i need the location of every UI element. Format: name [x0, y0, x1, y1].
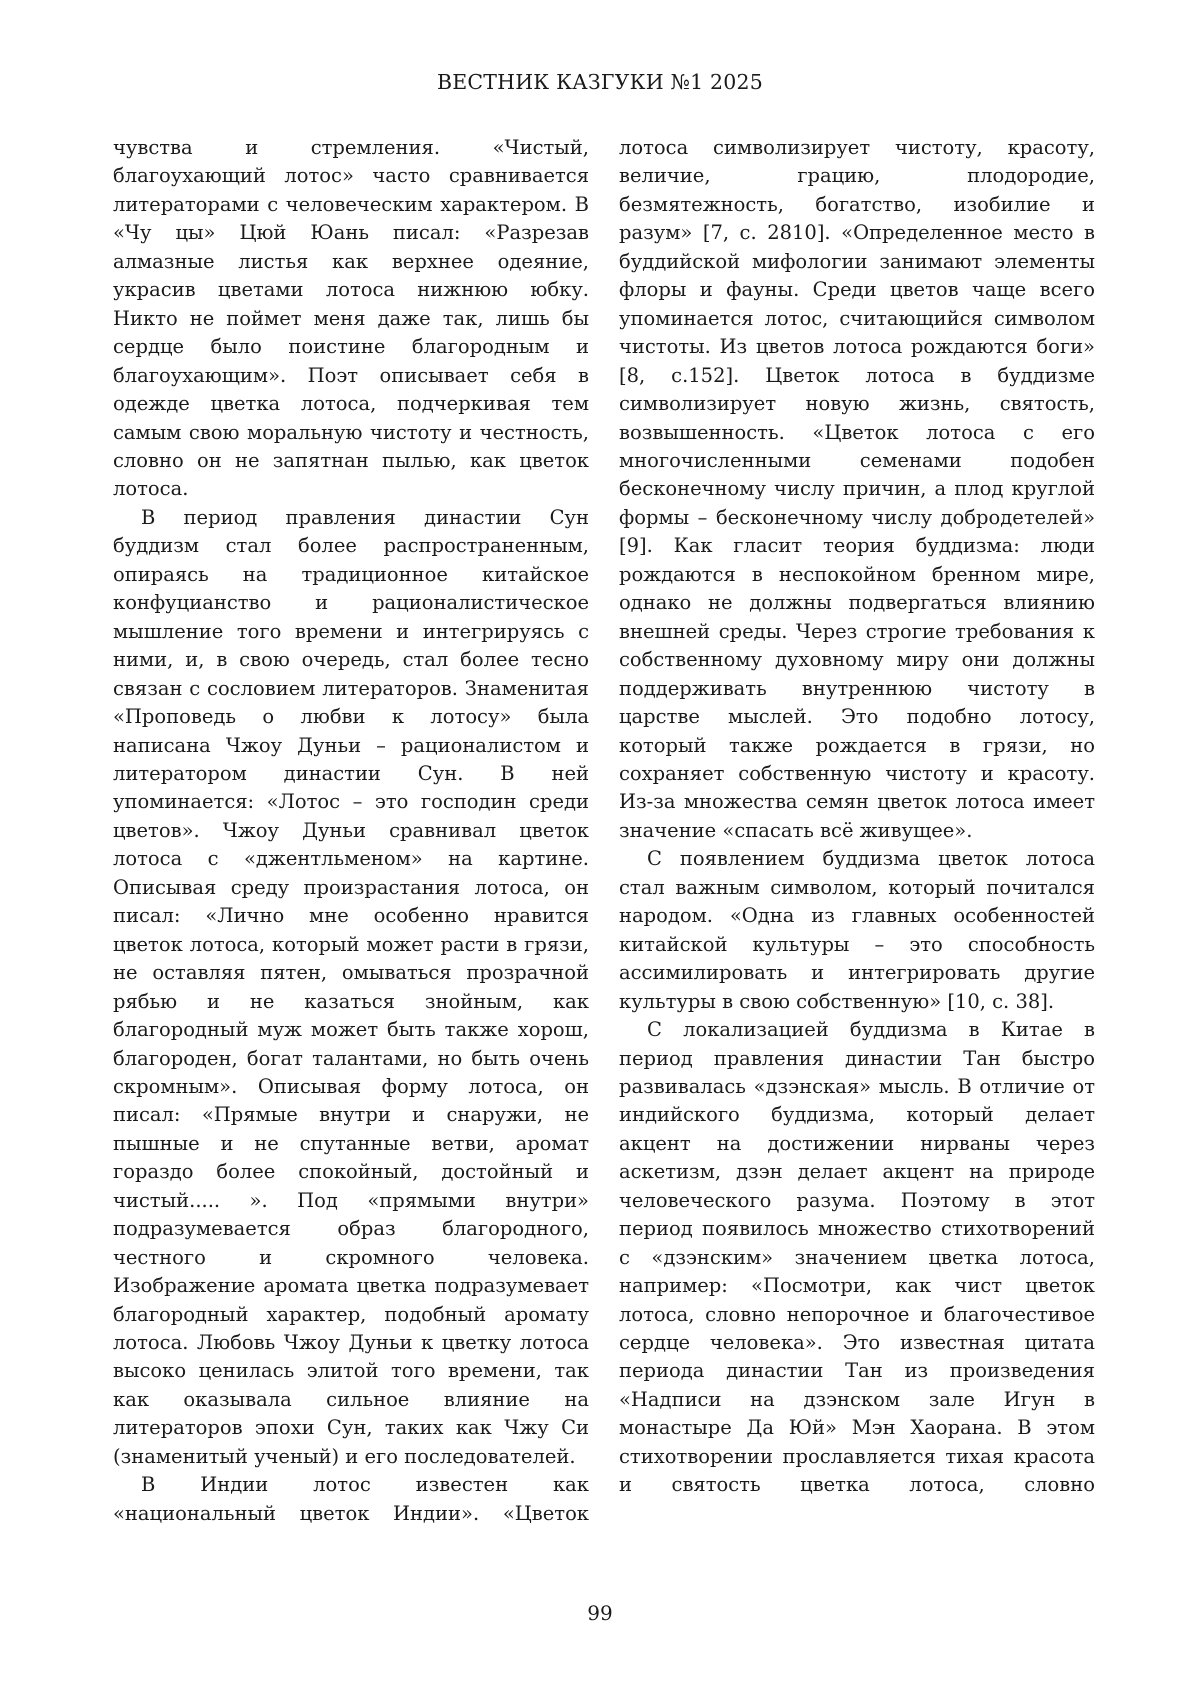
paragraph-right-1: лотоса символизирует чистоту, красоту, величие, грацию, плодородие, безмятежность, богатство, изобилие и разум» [7, с. 2810]. «Определенное место в буддийской мифологии занимают элементы флоры и фауны. Среди цветов чаще всего упоминается лотос, считающийся символом чистоты. Из цветов лотоса рождаются боги» [8, с.152]. Цветок лотоса в буддизме символизирует новую жизнь, святость, возвышенность. «Цветок лотоса с его многочисленными семенами подобен бесконечному числу причин, а плод круглой формы – бесконечному числу добродетелей» [9]. Как гласит теория буддизма: люди рождаются в неспокойном бренном мире, однако не должны подвергаться влиянию внешней среды. Через строгие требования к собственному духовному миру они должны поддерживать внутреннюю чистоту в царстве мыслей. Это подобно лотосу, который также рождается в грязи, но сохраняет собственную чистоту и красоту. Из-за множества семян цветок лотоса имеет значение «спасать всё живущее». — [619, 136, 1095, 842]
page-number: 99 — [587, 1601, 613, 1625]
paragraph-right-2: С появлением буддизма цветок лотоса стал важным символом, который почитался народом. «Одна из главных особенностей китайской культуры – это способность ассимилировать и интегрировать другие культуры в свою собственную» [10, с. 38]. — [619, 847, 1095, 1013]
running-head: ВЕСТНИК КАЗГУКИ №1 2025 — [436, 70, 764, 94]
paragraph-left-1: чувства и стремления. «Чистый, благоухающий лотос» часто сравнивается литераторами с человеческим характером. В «Чу цы» Цюй Юань писал: «Разрезав алмазные листья как верхнее одеяние, украсив цветами лотоса нижнюю юбку. Никто не поймет меня даже так, лишь бы сердце было поистине благородным и благоухающим». Поэт описывает себя в одежде цветка лотоса, подчеркивая тем самым свою моральную чистоту и честность, словно он не запятнан пылью, как цветок лотоса. — [113, 136, 589, 501]
paragraph-left-3: В Индии лотос известен как «национальный цветок Индии». «Цветок — [113, 1473, 589, 1525]
left-column — [113, 134, 589, 1528]
paragraph-left-2: В период правления династии Сун буддизм стал более распространенным, опираясь на традиционное китайское конфуцианство и рационалистическое мышление того времени и интегрируясь с ними, и, в свою очередь, стал более тесно связан с сословием литераторов. Знаменитая «Проповедь о любви к лотосу» была написана Чжоу Дуньи – рационалистом и литератором династии Сун. В ней упоминается: «Лотос – это господин среди цветов». Чжоу Дуньи сравнивал цветок лотоса с «джентльменом» на картине. Описывая среду произрастания лотоса, он писал: «Лично мне особенно нравится цветок лотоса, который может расти в грязи, не оставляя пятен, омываться прозрачной рябью и не казаться знойным, как благородный муж может быть также хорош, благороден, богат талантами, но быть очень скромным». Описывая форму лотоса, он писал: «Прямые внутри и снаружи, не пышные и не спутанные ветви, аромат гораздо более спокойный, достойный и чистый..... ». Под «прямыми внутри» подразумевается образ благородного, честного и скромного человека. Изображение аромата цветка подразумевает благородный характер, подобный аромату лотоса. Любовь Чжоу Дуньи к цветку лотоса высоко ценилась элитой того времени, так как оказывала сильное влияние на литераторов эпохи Сун, таких как Чжу Си (знаменитый ученый) и его последователей. — [113, 505, 589, 1468]
paragraph-right-3: С локализацией буддизма в Китае в период правления династии Тан быстро развивалась «дзэнская» мысль. В отличие от индийского буддизма, который делает акцент на достижении нирваны через аскетизм, дзэн делает акцент на природе человеческого разума. Поэтому в этот период появилось множество стихотворений с «дзэнским» значением цветка лотоса, например: «Посмотри, как чист цветок лотоса, словно непорочное и благочестивое сердце человека». Это известная цитата периода династии Тан из произведения «Надписи на дзэнском зале Игун в монастыре Да Юй» Мэн Хаорана. В этом стихотворении прославляется тихая красота и святость цветка лотоса, словно — [619, 1018, 1095, 1497]
right-column — [619, 134, 1095, 1500]
